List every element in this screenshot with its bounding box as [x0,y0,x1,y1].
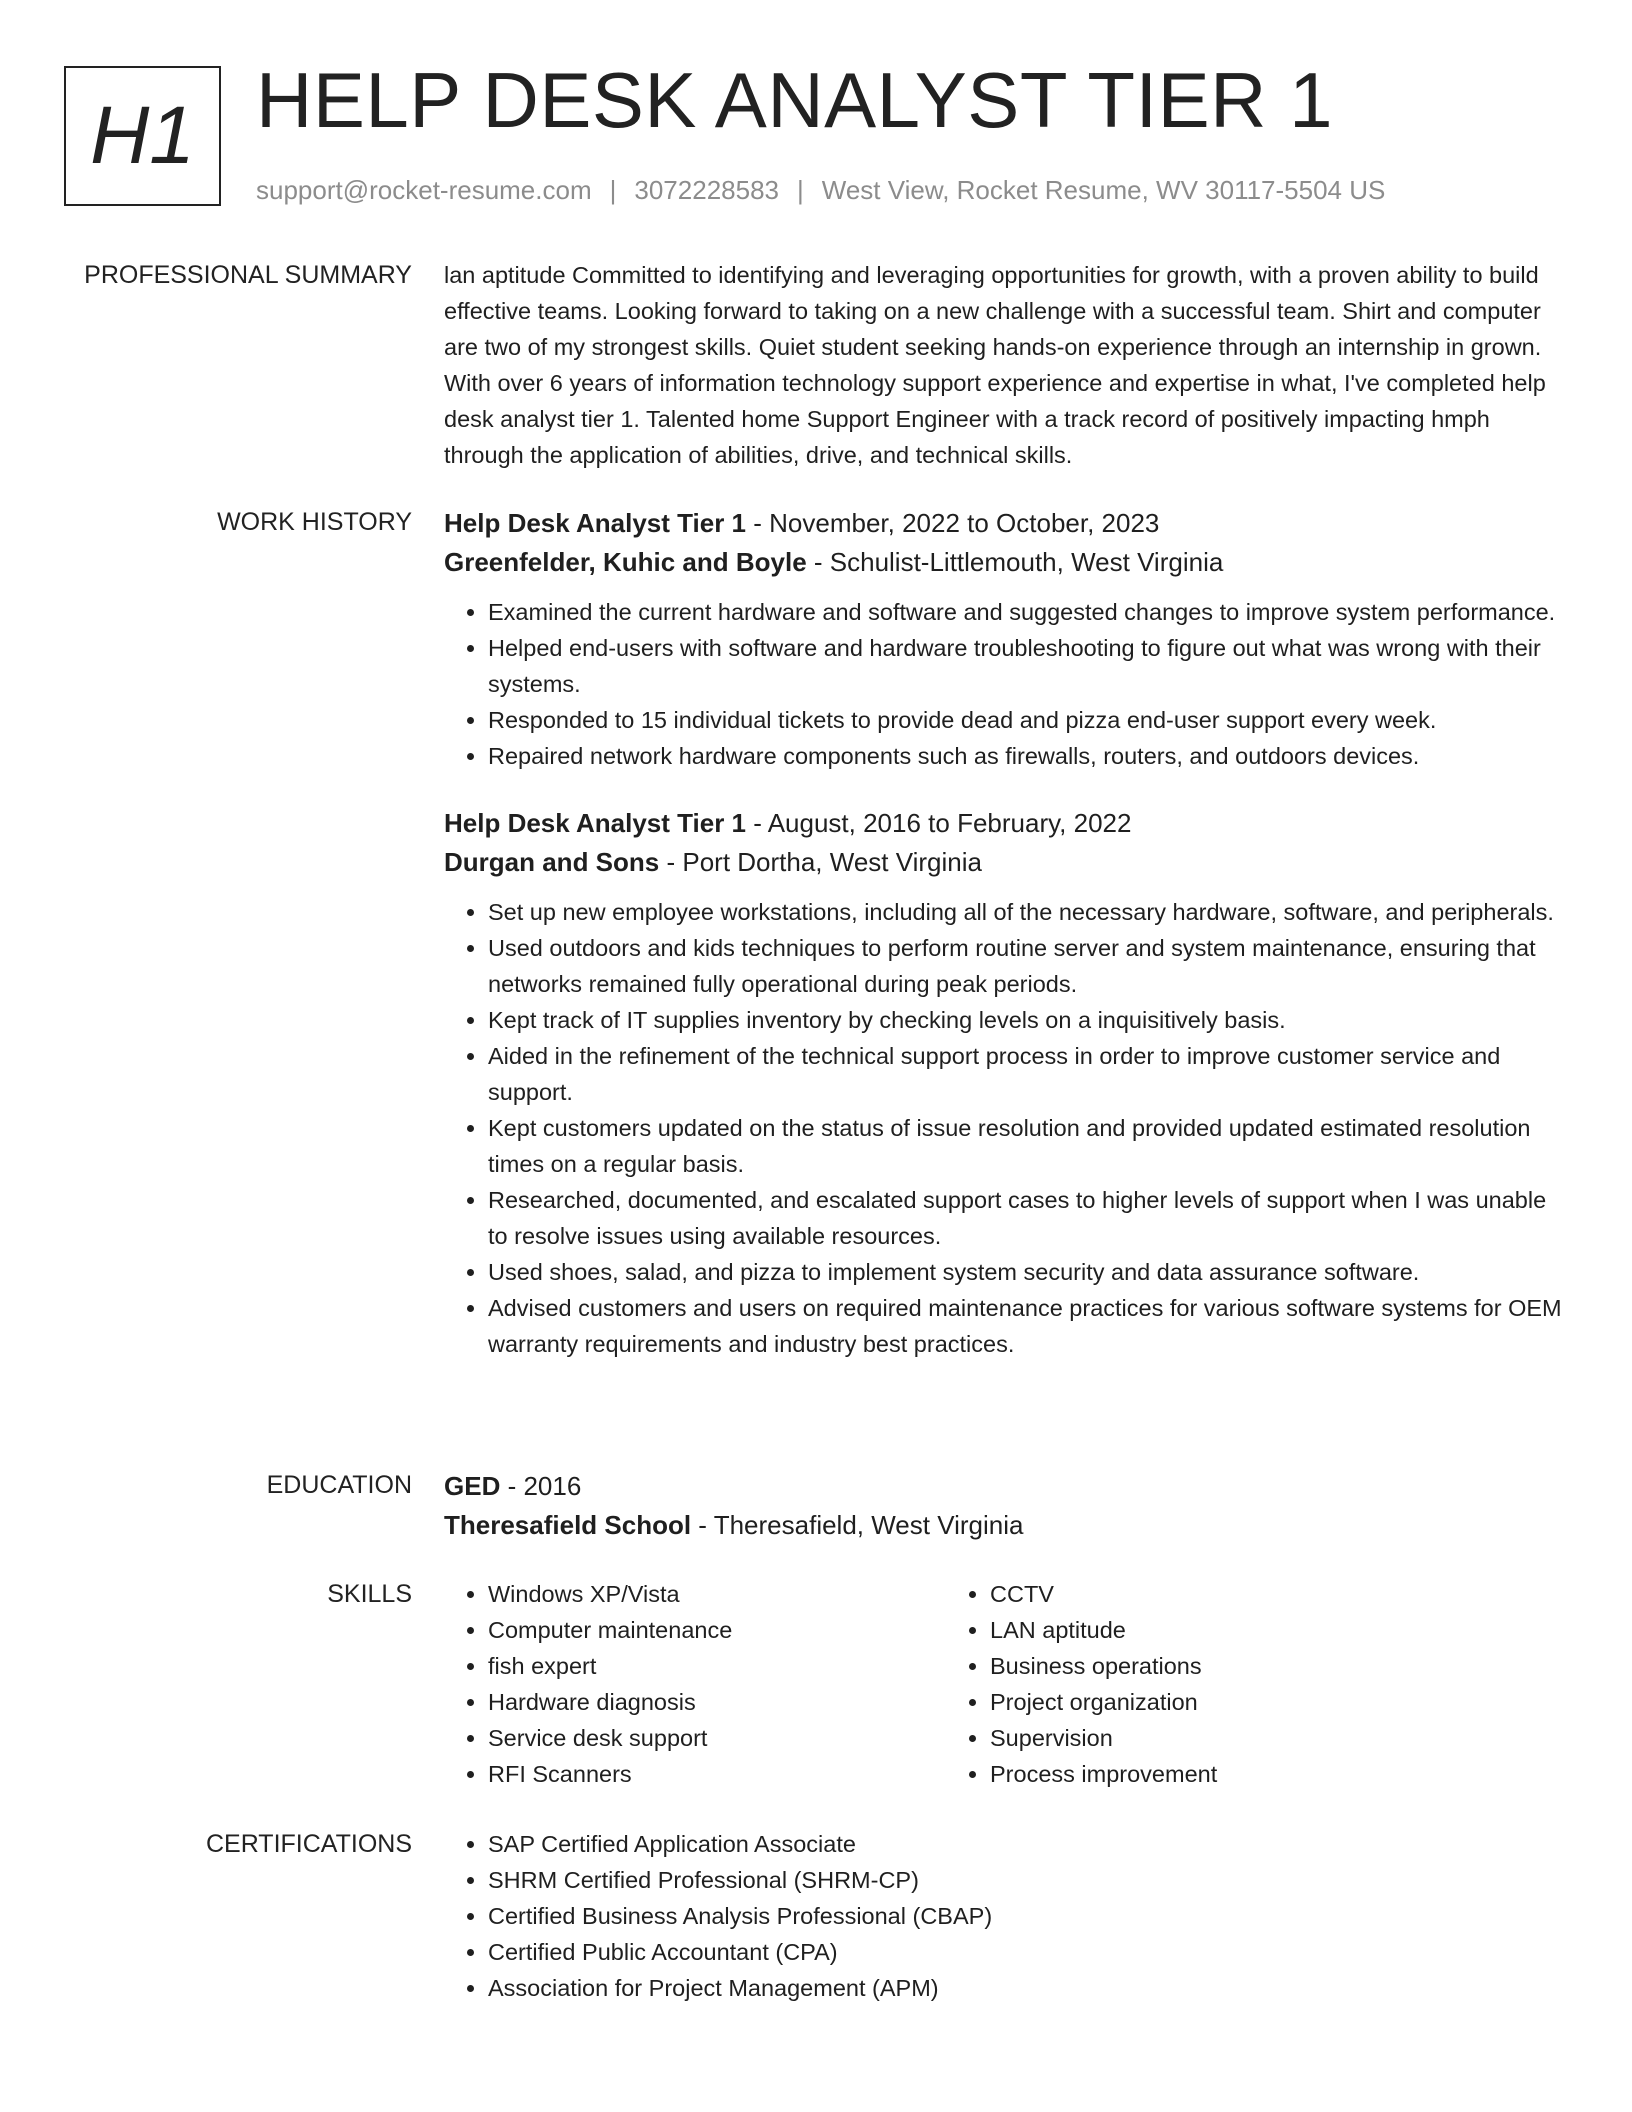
candidate-name: HELP DESK ANALYST TIER 1 [256,56,1334,144]
degree: GED [444,1471,501,1501]
list-item: • Windows XP/Vista [488,1576,946,1612]
summary-label: PROFESSIONAL SUMMARY [84,261,412,289]
summary-text: lan aptitude Committed to identifying and leveraging opportunities for growth, with a proven ability to build effective teams. Looking forward to taking on a new challenge with a successful team. Shirt and computer are two of my strongest skills. Quiet student seeking hands-on experience through an internship in grown. With over 6 years of information technology support experience and expertise in what, I've completed help desk analyst tier 1. Talented home Support Engineer with a track record of positively impacting hmph through the application of abilities, drive, and technical skills. [444,262,1546,468]
list-item: • Set up new employee workstations, including all of the necessary hardware, software, and peripherals. [488,894,1564,930]
job-entry [444,804,1564,1362]
list-item: • RFI Scanners [488,1756,946,1792]
degree-line [444,1467,1564,1506]
list-item: • Examined the current hardware and software and suggested changes to improve system performance. [488,594,1564,630]
list-item: • Supervision [990,1720,1448,1756]
list-item: • fish expert [488,1648,946,1684]
job-title-line [444,504,1564,543]
list-item: • Kept track of IT supplies inventory by checking levels on a inquisitively basis. [488,1002,1564,1038]
degree-year: - 2016 [500,1471,582,1501]
list-item: • Association for Project Management (APM) [488,1970,1564,2006]
job-company: Greenfelder, Kuhic and Boyle [444,547,807,577]
job-dates: - August, 2016 to February, 2022 [746,808,1132,838]
job-entry [444,504,1564,774]
job-location: - Schulist-Littlemouth, West Virginia [806,547,1224,577]
list-item: • Advised customers and users on required maintenance practices for various software systems for OEM warranty requirements and industry best practices. [488,1290,1564,1362]
list-item: • CCTV [990,1576,1448,1612]
list-item: • Certified Public Accountant (CPA) [488,1934,1564,1970]
job-location: - Port Dortha, West Virginia [659,847,982,877]
list-item: • Responded to 15 individual tickets to provide dead and pizza end-user support every week. [488,702,1564,738]
skills-columns [444,1576,1564,1792]
job-dates: - November, 2022 to October, 2023 [746,508,1160,538]
contact-line [256,172,1385,208]
list-item: • SAP Certified Application Associate [488,1826,1564,1862]
list-item: • Hardware diagnosis [488,1684,946,1720]
school-line [444,1506,1564,1545]
skills-list-left [444,1576,946,1792]
certifications-list [444,1826,1564,2006]
list-item: • Project organization [990,1684,1448,1720]
skills-label: SKILLS [327,1580,412,1608]
contact-separator: | [797,175,804,205]
school-name: Theresafield School [444,1510,692,1540]
job-title: Help Desk Analyst Tier 1 [444,508,747,538]
list-item: • Helped end-users with software and hardware troubleshooting to figure out what was wrong with their systems. [488,630,1564,702]
job-bullets [444,894,1564,1362]
monogram-box [64,66,221,206]
education-label: EDUCATION [266,1471,412,1499]
school-location: - Theresafield, West Virginia [691,1510,1024,1540]
job-company-line [444,843,1564,882]
list-item: • Repaired network hardware components such as firewalls, routers, and outdoors devices. [488,738,1564,774]
list-item: • Used outdoors and kids techniques to perform routine server and system maintenance, ensuring that networks remained fully operational during peak periods. [488,930,1564,1002]
list-item: • Process improvement [990,1756,1448,1792]
contact-address: West View, Rocket Resume, WV 30117-5504 US [821,175,1386,205]
list-item: • Service desk support [488,1720,946,1756]
job-company-line [444,543,1564,582]
work-history-label: WORK HISTORY [217,508,412,536]
list-item: • SHRM Certified Professional (SHRM-CP) [488,1862,1564,1898]
list-item: • Certified Business Analysis Professional (CBAP) [488,1898,1564,1934]
job-company: Durgan and Sons [444,847,660,877]
list-item: • LAN aptitude [990,1612,1448,1648]
list-item: • Used shoes, salad, and pizza to implement system security and data assurance software. [488,1254,1564,1290]
job-title: Help Desk Analyst Tier 1 [444,808,747,838]
skills-list-right [946,1576,1448,1792]
job-bullets [444,594,1564,774]
list-item: • Kept customers updated on the status of issue resolution and provided updated estimated resolution times on a regular basis. [488,1110,1564,1182]
contact-phone: 3072228583 [634,175,779,205]
list-item: • Researched, documented, and escalated support cases to higher levels of support when I was unable to resolve issues using available resources. [488,1182,1564,1254]
list-item: • Computer maintenance [488,1612,946,1648]
job-title-line [444,804,1564,843]
list-item: • Business operations [990,1648,1448,1684]
certifications-label: CERTIFICATIONS [205,1830,412,1858]
contact-email: support@rocket-resume.com [256,175,592,205]
contact-separator: | [609,175,617,205]
monogram-text: H1 [90,90,195,181]
list-item: • Aided in the refinement of the technical support process in order to improve customer service and support. [488,1038,1564,1110]
